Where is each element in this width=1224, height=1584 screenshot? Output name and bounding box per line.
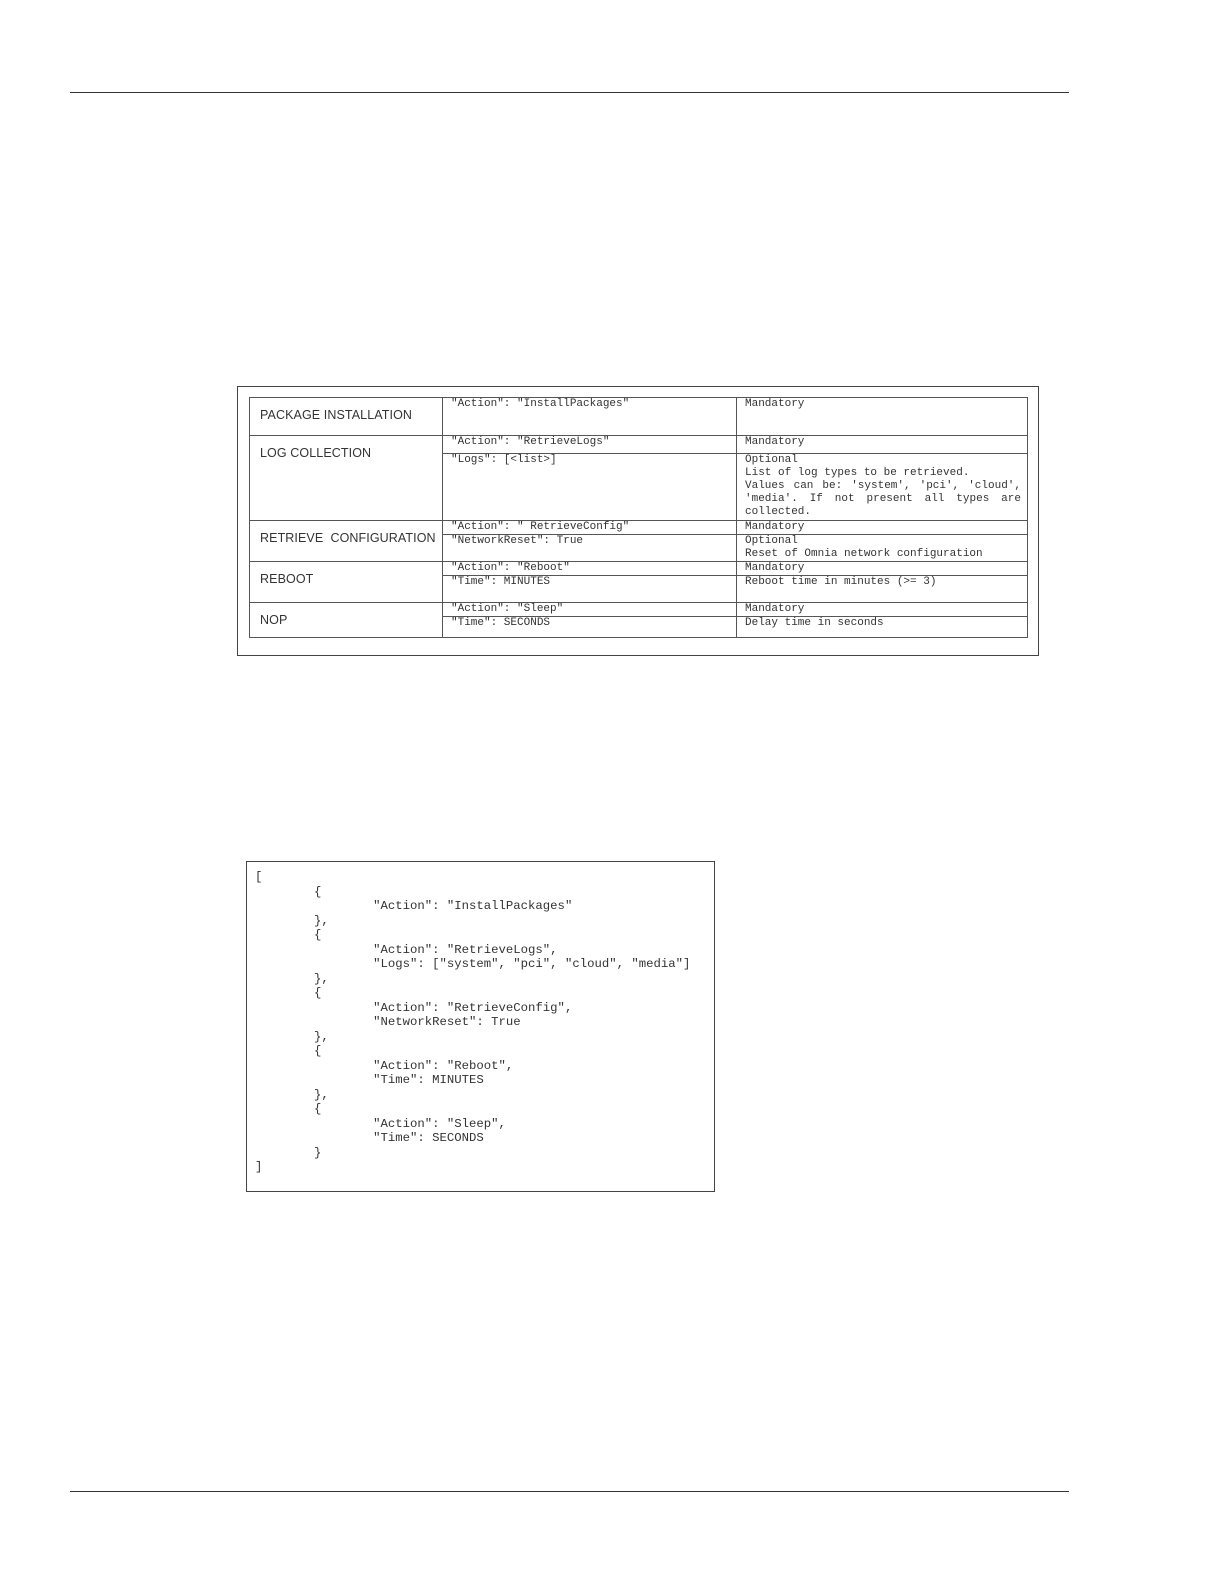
table-row-retrieve-configuration <box>250 521 1028 535</box>
header-rule <box>70 92 1069 93</box>
parameter-cell: "Action": "RetrieveLogs" <box>443 436 737 454</box>
json-example-figure <box>246 861 715 1192</box>
parameter-cell: "Logs": [<list>] <box>443 454 737 521</box>
requirement-cell: Reboot time in minutes (>= 3) <box>737 576 1028 603</box>
commands-table <box>249 397 1028 638</box>
parameter-cell: "Action": "Reboot" <box>443 562 737 576</box>
parameter-cell: "Action": "InstallPackages" <box>443 398 737 436</box>
table-row-nop <box>250 603 1028 617</box>
parameter-cell: "Time": MINUTES <box>443 576 737 603</box>
parameter-cell: "Action": "Sleep" <box>443 603 737 617</box>
requirement-cell: Optional Reset of Omnia network configuration <box>737 535 1028 562</box>
commands-table-figure <box>237 386 1039 656</box>
parameter-cell: "Time": SECONDS <box>443 617 737 638</box>
requirement-cell: Mandatory <box>737 603 1028 617</box>
footer-rule <box>70 1491 1069 1492</box>
requirement-cell: Mandatory <box>737 436 1028 454</box>
requirement-cell: Mandatory <box>737 521 1028 535</box>
table-row-log-collection <box>250 436 1028 454</box>
requirement-cell: Delay time in seconds <box>737 617 1028 638</box>
parameter-cell: "Action": " RetrieveConfig" <box>443 521 737 535</box>
parameter-cell: "NetworkReset": True <box>443 535 737 562</box>
operation-label: PACKAGE INSTALLATION <box>250 398 443 436</box>
operation-label: LOG COLLECTION <box>250 436 443 521</box>
requirement-cell: Optional List of log types to be retrieved. Values can be: 'system', 'pci', 'cloud', 'media'. If not present all types are collected. <box>737 454 1028 521</box>
json-code-block: [ { "Action": "InstallPackages" }, { "Action": "RetrieveLogs", "Logs": ["system", "pci", "cloud", "media"] }, { "Action": "RetrieveConfig", "NetworkReset": True }, { "Action": "Reboot", "Time": MINUTES }, { "Action": "Sleep", "Time": SECONDS } ] <box>255 870 691 1174</box>
table-row-reboot <box>250 562 1028 576</box>
operation-label: RETRIEVE CONFIGURATION <box>250 521 443 562</box>
operation-label: NOP <box>250 603 443 638</box>
requirement-cell: Mandatory <box>737 398 1028 436</box>
table-row-package-installation <box>250 398 1028 436</box>
requirement-cell: Mandatory <box>737 562 1028 576</box>
operation-label: REBOOT <box>250 562 443 603</box>
